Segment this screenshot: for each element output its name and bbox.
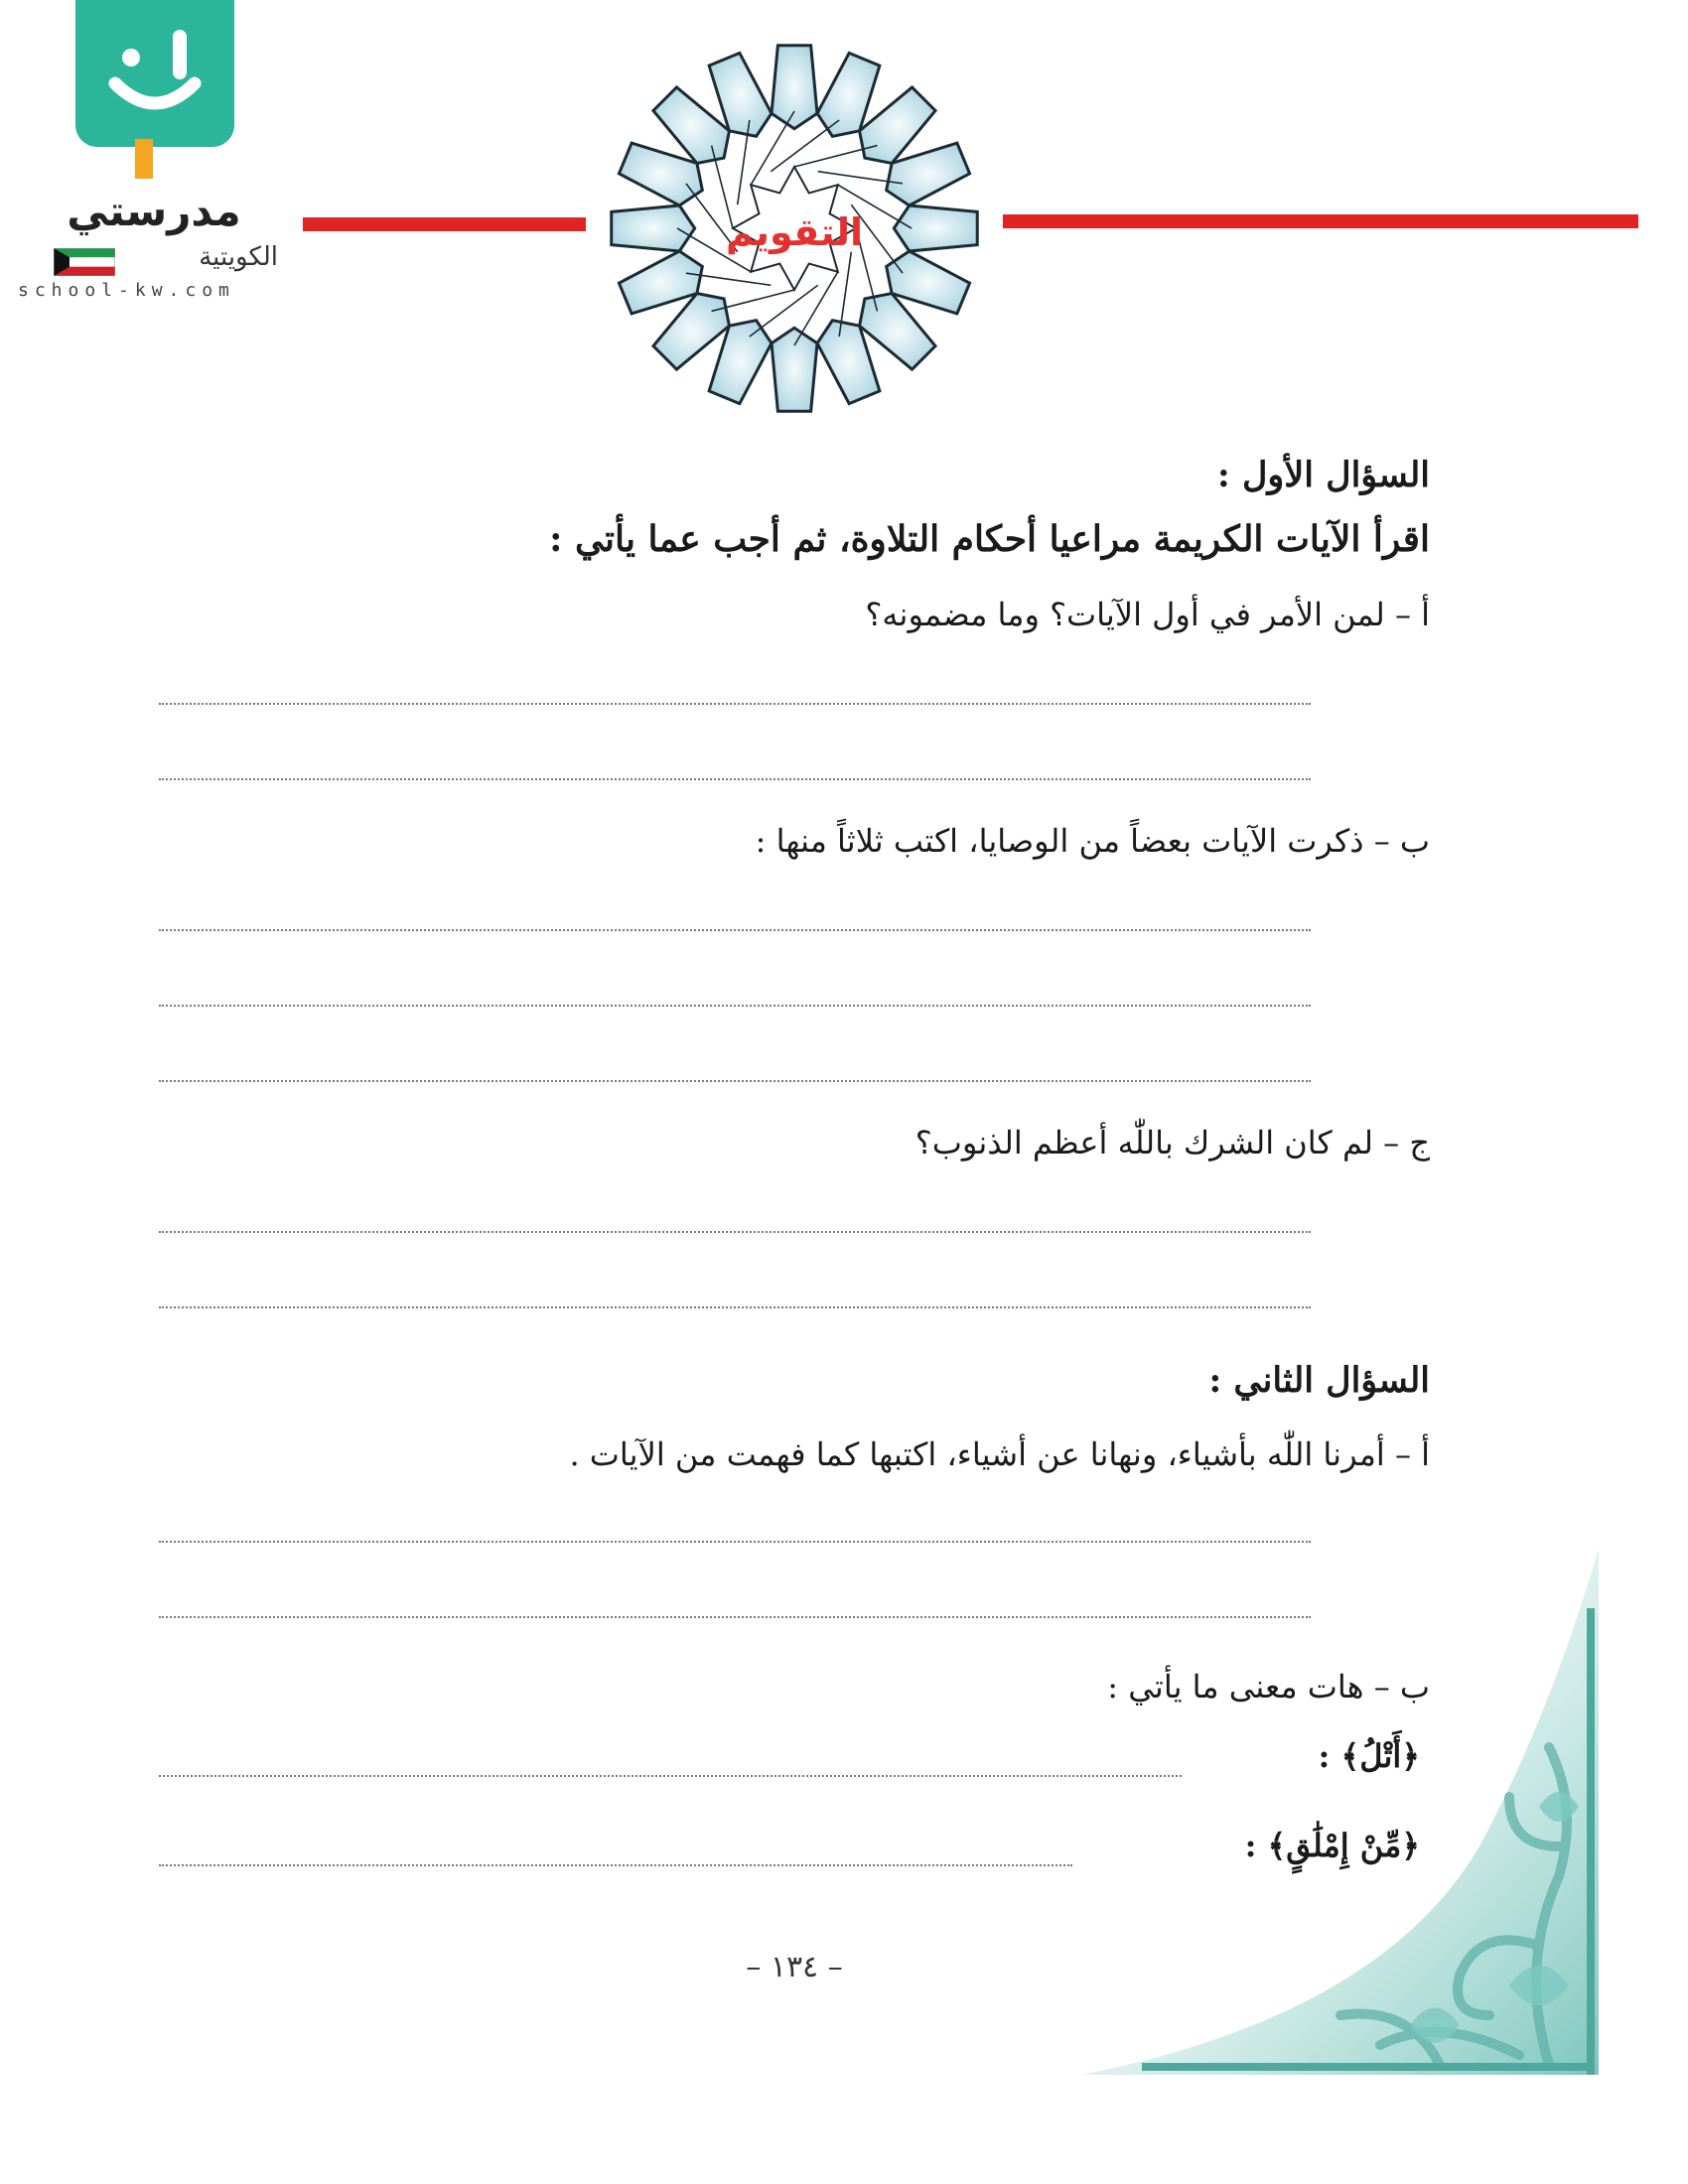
question-1-item-c: ج – لم كان الشرك باللّٰه أعظم الذنوب؟ <box>914 1124 1430 1161</box>
answer-line[interactable] <box>159 1005 1311 1007</box>
question-2-item-a: أ – أمرنا اللّٰه بأشياء، ونهانا عن أشياء، اكتبها كما فهمت من الآيات . <box>569 1435 1430 1473</box>
rosette-petal <box>772 328 817 411</box>
rosette-petal <box>612 205 695 251</box>
answer-line[interactable] <box>159 929 1311 931</box>
answer-line[interactable] <box>159 1231 1311 1233</box>
kuwait-flag-icon <box>54 248 115 276</box>
term-1: ﴿أَتْلُ﴾ : <box>1318 1737 1420 1775</box>
logo-url: school-kw.com <box>18 280 235 301</box>
logo-country: الكويتية <box>199 242 278 272</box>
question-1-instruction: اقرأ الآيات الكريمة مراعيا أحكام التلاوة، ثم أجب عما يأتي : <box>549 518 1430 560</box>
floral-corner-ornament-icon <box>1082 1549 1599 2075</box>
page-number: – ١٣٤ – <box>746 1950 843 1984</box>
header-bar-left <box>303 217 586 231</box>
logo-badge <box>75 0 234 147</box>
answer-line[interactable] <box>159 1306 1311 1308</box>
answer-line[interactable] <box>159 1080 1311 1082</box>
answer-line[interactable] <box>159 703 1311 705</box>
rosette-petal <box>894 205 977 251</box>
question-1-item-b: ب – ذكرت الآيات بعضاً من الوصايا، اكتب ثلاثاً منها : <box>755 822 1430 860</box>
question-1-heading: السؤال الأول : <box>1216 455 1430 495</box>
question-2-heading: السؤال الثاني : <box>1208 1360 1430 1401</box>
question-1-item-a: أ – لمن الأمر في أول الآيات؟ وما مضمونه؟ <box>865 596 1430 633</box>
answer-line[interactable] <box>159 1775 1182 1777</box>
smile-icon <box>75 0 234 147</box>
answer-line[interactable] <box>159 778 1311 780</box>
term-2: ﴿مِّنْ إِمْلَٰقٍ﴾ : <box>1244 1827 1420 1864</box>
answer-line[interactable] <box>159 1864 1072 1866</box>
question-2-item-b: ب – هات معنى ما يأتي : <box>1107 1668 1430 1706</box>
answer-line[interactable] <box>159 1541 1311 1543</box>
section-title: التقويم <box>725 210 864 254</box>
logo-name: مدرستي <box>67 187 241 235</box>
header-bar-right <box>1003 214 1638 228</box>
bookmark-icon <box>135 139 153 179</box>
rosette-petal <box>772 46 817 129</box>
